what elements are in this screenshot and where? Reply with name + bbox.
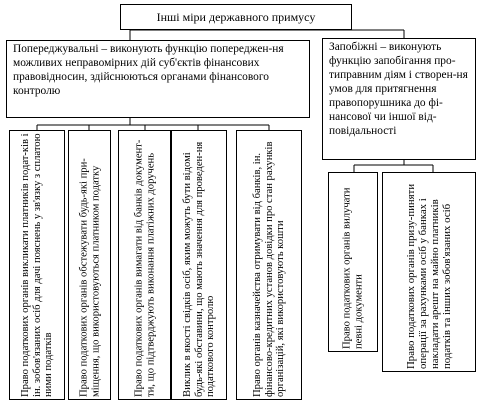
restraining-measures-label: Запобіжні – виконують функцію запобігання про-типравним діям і створен-ня умов для притягнення правопорушника до фі-нансової чи іншої від-повідальності — [329, 41, 468, 137]
preventive-measures-label: Попереджувальні – виконують функцію попереджен-ня можливих неправомірних дій суб'єктів фінансових правовідносин, здійснюються органами фінансового контролю — [13, 43, 284, 97]
preventive-item-5-text: Право органів казначейства отримувати від банків, ін. фінансово-кредитних установ довідки про стан рахунків організацій, які використовують кошти — [251, 141, 286, 397]
preventive-item-4 — [171, 130, 227, 400]
restraining-measures-box — [322, 38, 476, 160]
preventive-item-4-text: Виклик в якості свідків осіб, яким можуть бути відомі будь-які обставини, що мають значення для проведен-ня податкового контролю — [181, 141, 216, 397]
preventive-item-2-text: Право податкових органів обстежувати будь-які при-міщення, що використовуються платником податку — [78, 158, 101, 397]
restraining-item-2 — [382, 172, 476, 372]
diagram-title-box — [120, 4, 352, 30]
restraining-item-1 — [328, 172, 378, 352]
preventive-item-3-text: Право податкових органів вимагати від банків документ-ти, що підтверджують виконання платіжних доручень — [133, 139, 156, 397]
preventive-item-5 — [236, 130, 302, 400]
preventive-item-3 — [118, 130, 171, 400]
diagram-title: Інші міри державного примусу — [156, 9, 316, 24]
restraining-item-2-text: Право податкових органів призу-пиняти операції за рахунками осіб у банках і накладати арешт на майно платників податків та інших зобов'язаних осіб — [405, 183, 453, 369]
preventive-item-2 — [68, 130, 111, 400]
preventive-item-1 — [9, 130, 65, 400]
preventive-measures-box — [6, 40, 310, 118]
preventive-item-1-text: Право податкових органів викликати платників подат-ків і ін. зобов'язаних осіб для дачі пояснень у зв'язку з сплатою ними податків — [19, 133, 54, 397]
restraining-item-1-text: Право податкових органів вилучати певні документи — [341, 187, 364, 349]
